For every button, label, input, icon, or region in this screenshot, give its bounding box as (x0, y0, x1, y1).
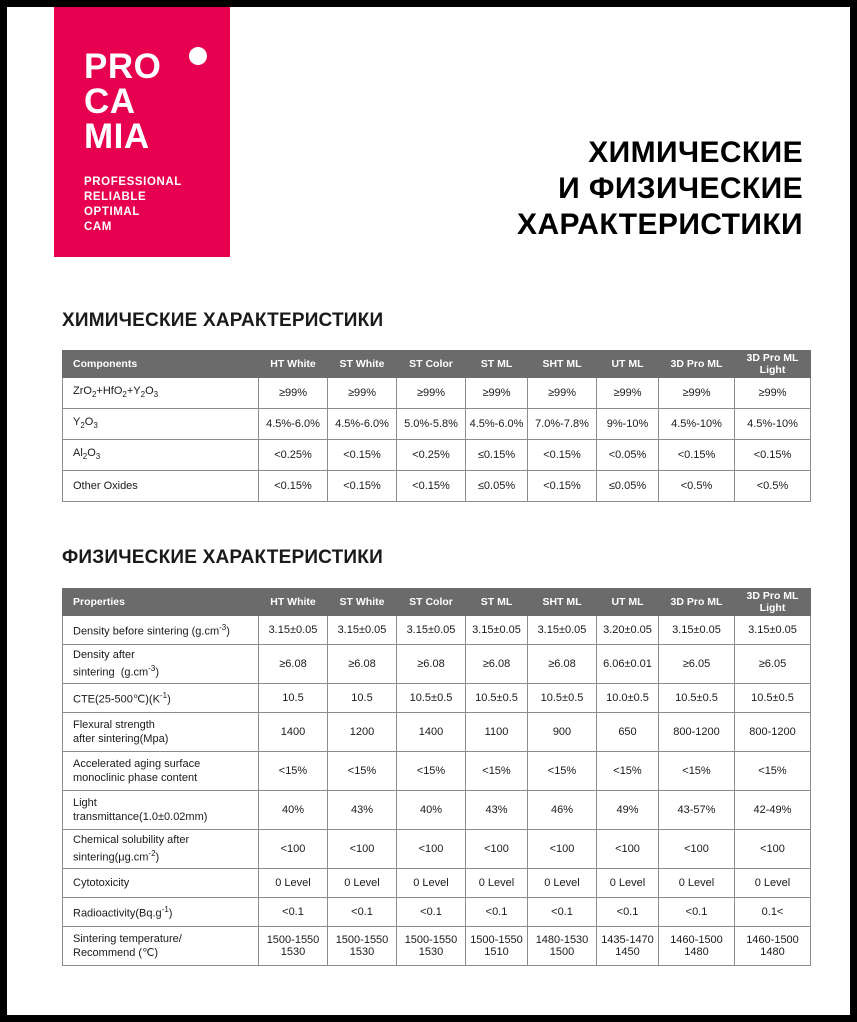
cell: ≥99% (259, 378, 328, 409)
cell: ≤0.05% (466, 471, 528, 502)
table-row (63, 440, 811, 471)
cell: 10.5±0.5 (528, 684, 597, 713)
cell: ≥99% (597, 378, 659, 409)
cell: 10.5±0.5 (735, 684, 811, 713)
table-row (63, 791, 811, 830)
cell: 4.5%-10% (659, 409, 735, 440)
table-header-row (63, 589, 811, 616)
cell: 43-57% (659, 791, 735, 830)
cell: 1500-1550 1530 (397, 927, 466, 966)
column-header-st-white: ST White (328, 589, 397, 616)
cell: <0.1 (328, 898, 397, 927)
column-header-sht-ml: SHT ML (528, 351, 597, 378)
column-header-sht-ml: SHT ML (528, 589, 597, 616)
cell: ≥6.08 (259, 645, 328, 684)
column-header-st-color: ST Color (397, 589, 466, 616)
cell: 3.15±0.05 (659, 616, 735, 645)
row-label: Density before sintering $(g.cm^{-3})$ (63, 616, 259, 645)
cell: 1500-1550 1530 (259, 927, 328, 966)
row-label: Flexural strength after sintering(Mpa) (63, 713, 259, 752)
column-header-3d-pro-ml-light: 3D Pro ML Light (735, 351, 811, 378)
cell: <15% (659, 752, 735, 791)
cell: 0 Level (259, 869, 328, 898)
cell: 10.5±0.5 (466, 684, 528, 713)
cell: ≥6.08 (466, 645, 528, 684)
cell: 3.15±0.05 (735, 616, 811, 645)
cell: ≤0.05% (597, 471, 659, 502)
table-row (63, 927, 811, 966)
cell: 3.15±0.05 (259, 616, 328, 645)
cell: 10.5 (328, 684, 397, 713)
cell: <0.15% (328, 471, 397, 502)
procamia-logo (54, 7, 230, 257)
tagline-line-2: RELIABLE (84, 191, 147, 203)
row-label: Chemical solubility after $sintering(\mu g.cm^{-2})$ (63, 830, 259, 869)
cell: <0.15% (659, 440, 735, 471)
cell: 1400 (259, 713, 328, 752)
cell: 1500-1550 1510 (466, 927, 528, 966)
logo-tagline (84, 175, 182, 235)
cell: ≥6.05 (735, 645, 811, 684)
cell: <0.15% (328, 440, 397, 471)
tagline-line-4: CAM (84, 221, 112, 233)
cell: 0 Level (466, 869, 528, 898)
cell: <0.25% (397, 440, 466, 471)
cell: ≤0.15% (466, 440, 528, 471)
table-row (63, 471, 811, 502)
cell: <15% (466, 752, 528, 791)
cell: ≥99% (397, 378, 466, 409)
table-row (63, 409, 811, 440)
cell: <15% (528, 752, 597, 791)
cell: 1200 (328, 713, 397, 752)
tagline-line-1: PROFESSIONAL (84, 176, 182, 188)
cell: <0.15% (735, 440, 811, 471)
document-header (7, 7, 850, 257)
cell: <100 (528, 830, 597, 869)
cell: ≥99% (735, 378, 811, 409)
cell: ≥99% (659, 378, 735, 409)
column-header-3d-pro-ml: 3D Pro ML (659, 351, 735, 378)
cell: <15% (597, 752, 659, 791)
cell: <0.25% (259, 440, 328, 471)
table-row (63, 752, 811, 791)
cell: 10.5±0.5 (397, 684, 466, 713)
chemical-characteristics-table (62, 350, 811, 502)
cell: <15% (735, 752, 811, 791)
cell: <0.15% (528, 440, 597, 471)
cell: <0.05% (597, 440, 659, 471)
cell: 900 (528, 713, 597, 752)
logo-wordmark (84, 49, 161, 154)
cell: 4.5%-6.0% (466, 409, 528, 440)
document-canvas (7, 7, 850, 1015)
table-row (63, 869, 811, 898)
cell: 6.06±0.01 (597, 645, 659, 684)
column-header-ut-ml: UT ML (597, 589, 659, 616)
cell: ≥99% (328, 378, 397, 409)
chemical-section-title: ХИМИЧЕСКИЕ ХАРАКТЕРИСТИКИ (62, 310, 384, 331)
cell: 0 Level (328, 869, 397, 898)
column-header-properties: Properties (63, 589, 259, 616)
row-label: $CTE(25-500℃)(K^{-1})$ (63, 684, 259, 713)
cell: <0.1 (259, 898, 328, 927)
cell: 10.5 (259, 684, 328, 713)
cell: 0 Level (597, 869, 659, 898)
cell: <0.5% (735, 471, 811, 502)
physical-section-title: ФИЗИЧЕСКИЕ ХАРАКТЕРИСТИКИ (62, 547, 383, 568)
table-header-row (63, 351, 811, 378)
cell: 7.0%-7.8% (528, 409, 597, 440)
table-row (63, 645, 811, 684)
cell: 1500-1550 1530 (328, 927, 397, 966)
row-label: Light transmittance(1.0±0.02mm) (63, 791, 259, 830)
row-label: Density after sintering $(g.cm^{-3})$ (63, 645, 259, 684)
cell: 1400 (397, 713, 466, 752)
cell: 1460-1500 1480 (659, 927, 735, 966)
cell: <0.15% (397, 471, 466, 502)
cell: 3.15±0.05 (528, 616, 597, 645)
cell: 3.20±0.05 (597, 616, 659, 645)
row-label: Cytotoxicity (63, 869, 259, 898)
cell: 0 Level (659, 869, 735, 898)
cell: <100 (597, 830, 659, 869)
cell: ≥6.08 (397, 645, 466, 684)
cell: 1435-1470 1450 (597, 927, 659, 966)
cell: 1460-1500 1480 (735, 927, 811, 966)
cell: 4.5%-6.0% (259, 409, 328, 440)
page-title-line-2: И ФИЗИЧЕСКИЕ (558, 172, 803, 205)
column-header-ut-ml: UT ML (597, 351, 659, 378)
cell: 42-49% (735, 791, 811, 830)
cell: <100 (397, 830, 466, 869)
row-label: $ZrO_2+HfO_2+Y_2O_3$ (63, 378, 259, 409)
row-label: $Y_2O_3$ (63, 409, 259, 440)
column-header-ht-white: HT White (259, 589, 328, 616)
cell: 1480-1530 1500 (528, 927, 597, 966)
cell: <15% (397, 752, 466, 791)
cell: 40% (259, 791, 328, 830)
row-label: Other Oxides (63, 471, 259, 502)
cell: 10.0±0.5 (597, 684, 659, 713)
cell: ≥6.08 (328, 645, 397, 684)
column-header-3d-pro-ml-light: 3D Pro ML Light (735, 589, 811, 616)
cell: <100 (466, 830, 528, 869)
cell: <0.1 (466, 898, 528, 927)
row-label: $Al_2O_3$ (63, 440, 259, 471)
tagline-line-3: OPTIMAL (84, 206, 140, 218)
cell: <0.15% (259, 471, 328, 502)
cell: <15% (328, 752, 397, 791)
cell: <0.1 (528, 898, 597, 927)
logo-line-2: CA (84, 82, 136, 121)
circle-dot-icon (189, 47, 207, 65)
cell: <15% (259, 752, 328, 791)
cell: 46% (528, 791, 597, 830)
row-label: Accelerated aging surface monoclinic phase content (63, 752, 259, 791)
page-title-line-3: ХАРАКТЕРИСТИКИ (517, 208, 803, 241)
cell: <100 (735, 830, 811, 869)
cell: ≥99% (528, 378, 597, 409)
column-header-ht-white: HT White (259, 351, 328, 378)
cell: 800-1200 (735, 713, 811, 752)
cell: 43% (466, 791, 528, 830)
cell: 3.15±0.05 (328, 616, 397, 645)
cell: <0.1 (659, 898, 735, 927)
cell: <100 (659, 830, 735, 869)
cell: 5.0%-5.8% (397, 409, 466, 440)
column-header-components: Components (63, 351, 259, 378)
table-row (63, 898, 811, 927)
table-row (63, 616, 811, 645)
cell: ≥6.08 (528, 645, 597, 684)
row-label: Sintering temperature/ Recommend (℃) (63, 927, 259, 966)
column-header-st-ml: ST ML (466, 589, 528, 616)
cell: 3.15±0.05 (397, 616, 466, 645)
page-title-line-1: ХИМИЧЕСКИЕ (588, 136, 803, 169)
column-header-st-ml: ST ML (466, 351, 528, 378)
column-header-st-color: ST Color (397, 351, 466, 378)
cell: 4.5%-10% (735, 409, 811, 440)
page-title (517, 135, 803, 243)
cell: <100 (328, 830, 397, 869)
cell: 1100 (466, 713, 528, 752)
physical-characteristics-table (62, 588, 811, 966)
row-label: $Radioactivity(Bq.g^{-1})$ (63, 898, 259, 927)
table-row (63, 830, 811, 869)
cell: 10.5±0.5 (659, 684, 735, 713)
cell: 3.15±0.05 (466, 616, 528, 645)
cell: 40% (397, 791, 466, 830)
cell: 0.1< (735, 898, 811, 927)
table-row (63, 713, 811, 752)
cell: 800-1200 (659, 713, 735, 752)
cell: 4.5%-6.0% (328, 409, 397, 440)
cell: ≥99% (466, 378, 528, 409)
cell: 0 Level (735, 869, 811, 898)
cell: <100 (259, 830, 328, 869)
cell: <0.1 (397, 898, 466, 927)
cell: 43% (328, 791, 397, 830)
cell: <0.5% (659, 471, 735, 502)
cell: 9%-10% (597, 409, 659, 440)
table-row (63, 378, 811, 409)
cell: ≥6.05 (659, 645, 735, 684)
cell: 49% (597, 791, 659, 830)
cell: <0.1 (597, 898, 659, 927)
cell: <0.15% (528, 471, 597, 502)
table-row (63, 684, 811, 713)
column-header-3d-pro-ml: 3D Pro ML (659, 589, 735, 616)
cell: 0 Level (397, 869, 466, 898)
column-header-st-white: ST White (328, 351, 397, 378)
cell: 0 Level (528, 869, 597, 898)
logo-line-1: PRO (84, 47, 162, 86)
logo-line-3: MIA (84, 117, 150, 156)
cell: 650 (597, 713, 659, 752)
